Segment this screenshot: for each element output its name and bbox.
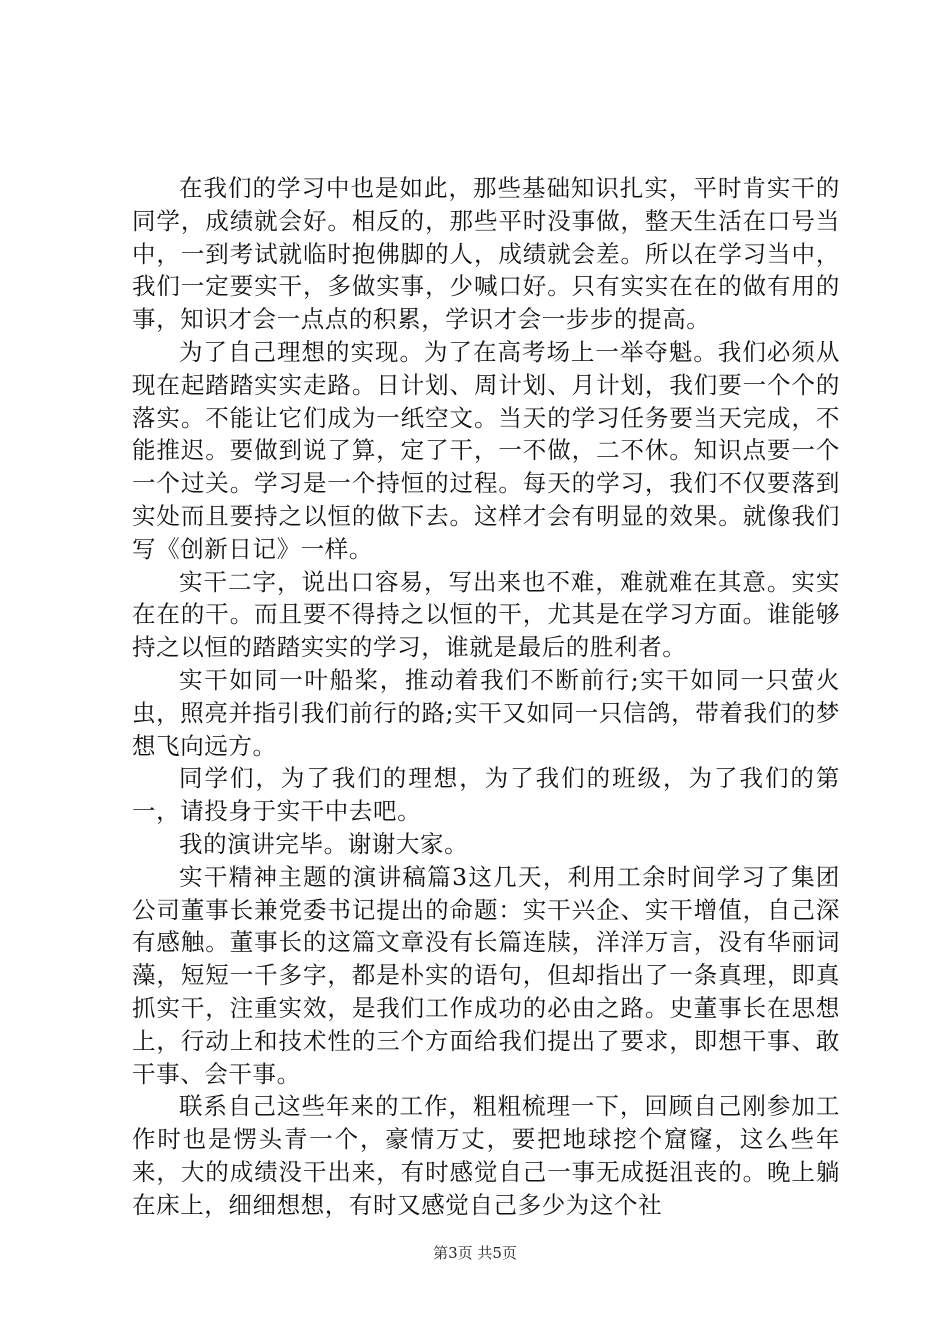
- paragraph: 我的演讲完毕。谢谢大家。: [179, 829, 469, 858]
- paragraph: 实干精神主题的演讲稿篇3这几天，利用工余时间学习了集团公司董事长兼党委书记提出的命题：实干兴企、实干增值，自己深有感触。董事长的这篇文章没有长篇连牍，洋洋万言，没有华丽词藻，短短一千多字，都是朴实的语句，但却指出了一条真理，即真抓实干，注重实效，是我们工作成功的必由之路。史董事长在思想上，行动上和技术性的三个方面给我们提出了要求，即想干事、敢干事、会干事。: [132, 862, 840, 1088]
- paragraph: 联系自己这些年来的工作，粗粗梳理一下，回顾自己刚参加工作时也是愣头青一个，豪情万丈，要把地球挖个窟窿，这么些年来，大的成绩没干出来，有时感觉自己一事无成挺沮丧的。晚上躺在床上，细细想想，有时又感觉自己多少为这个社: [132, 1092, 840, 1219]
- paragraph: 实干二字，说出口容易，写出来也不难，难就难在其意。实实在在的干。而且要不得持之以恒的干，尤其是在学习方面。谁能够持之以恒的踏踏实实的学习，谁就是最后的胜利者。: [132, 567, 840, 662]
- paragraph: 为了自己理想的实现。为了在高考场上一举夺魁。我们必须从现在起踏踏实实走路。日计划、周计划、月计划，我们要一个个的落实。不能让它们成为一纸空文。当天的学习任务要当天完成，不能推迟。要做到说了算，定了干，一不做，二不休。知识点要一个一个过关。学习是一个持恒的过程。每天的学习，我们不仅要落到实处而且要持之以恒的做下去。这样才会有明显的效果。就像我们写《创新日记》一样。: [132, 337, 840, 563]
- paragraph: 实干如同一叶船桨，推动着我们不断前行;实干如同一只萤火虫，照亮并指引我们前行的路;实干又如同一只信鸽，带着我们的梦想飞向远方。: [132, 665, 840, 760]
- page-footer: 第3页 共5页: [433, 1244, 517, 1262]
- document-body: [132, 172, 840, 1222]
- paragraph: 同学们，为了我们的理想，为了我们的班级，为了我们的第一，请投身于实干中去吧。: [132, 764, 840, 826]
- paragraph: 在我们的学习中也是如此，那些基础知识扎实，平时肯实干的同学，成绩就会好。相反的，那些平时没事做，整天生活在口号当中，一到考试就临时抱佛脚的人，成绩就会差。所以在学习当中，我们一定要实干，多做实事，少喊口好。只有实实在在的做有用的事，知识才会一点点的积累，学识才会一步步的提高。: [132, 174, 840, 334]
